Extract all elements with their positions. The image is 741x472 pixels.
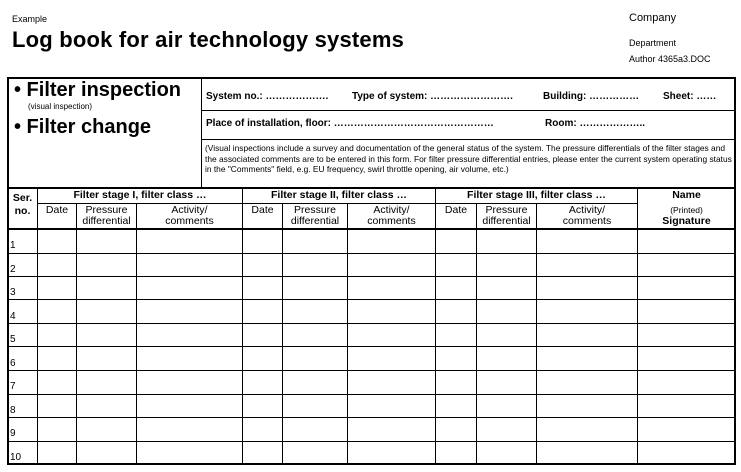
- row-line: [8, 441, 735, 442]
- row-number: 1: [10, 240, 16, 251]
- row-line: [8, 299, 735, 300]
- row-number: 8: [10, 405, 16, 416]
- pressure-header-2: differential: [290, 215, 340, 227]
- header-subdivider: [38, 203, 638, 204]
- col-line: [242, 188, 243, 464]
- date-header: Date: [45, 204, 69, 216]
- activity-header: Activity/: [373, 204, 410, 216]
- department-label: Department: [629, 38, 677, 48]
- info-divider-1: [201, 110, 735, 111]
- pressure-header-2: differential: [82, 215, 131, 227]
- place-of-installation-field[interactable]: Place of installation, floor: …………………………………………: [206, 118, 494, 129]
- name-header: Name: [672, 189, 701, 201]
- col-line: [136, 203, 137, 464]
- ser-no-header-2: no.: [14, 205, 31, 217]
- system-no-field[interactable]: System no.: ……………….: [206, 91, 329, 102]
- activity-header: Activity/: [171, 204, 208, 216]
- visual-inspection-note: (visual inspection): [28, 102, 93, 111]
- page-title: Log book for air technology systems: [12, 27, 405, 52]
- date-header: Date: [444, 204, 468, 216]
- example-label: Example: [12, 14, 48, 24]
- building-field[interactable]: Building: ……………: [543, 91, 640, 102]
- row-number: 2: [10, 264, 16, 275]
- col-line: [476, 203, 477, 464]
- row-number: 9: [10, 428, 16, 439]
- activity-header-2: comments: [367, 215, 416, 227]
- company-label: Company: [629, 12, 677, 24]
- col-line: [347, 203, 348, 464]
- row-number: 7: [10, 381, 16, 392]
- pressure-header-2: differential: [482, 215, 531, 227]
- row-number: 4: [10, 311, 16, 322]
- col-line: [435, 188, 436, 464]
- activity-header-2: comments: [165, 215, 214, 227]
- date-header: Date: [251, 204, 274, 216]
- row-line: [8, 276, 735, 277]
- ser-no-header: Ser.: [12, 192, 33, 204]
- filter-stage-1-header: Filter stage I, filter class …: [73, 189, 207, 201]
- row-number: 5: [10, 334, 16, 345]
- filter-stage-2-header: Filter stage II, filter class …: [271, 189, 407, 201]
- room-field[interactable]: Room: ………………..: [545, 118, 645, 129]
- activity-header-2: comments: [562, 215, 612, 227]
- col-line: [76, 203, 77, 464]
- filter-change-heading: • Filter change: [14, 116, 152, 138]
- type-of-system-field[interactable]: Type of system: …………………….: [352, 91, 513, 102]
- col-line: [637, 188, 638, 464]
- filter-stage-3-header: Filter stage III, filter class …: [467, 189, 606, 201]
- signature-header: Signature: [662, 215, 711, 227]
- filter-inspection-heading: • Filter inspection: [14, 79, 182, 101]
- row-number: 3: [10, 287, 16, 298]
- row-line: [8, 370, 735, 371]
- col-line: [536, 203, 537, 464]
- author-label: Author 4365a3.DOC: [629, 54, 711, 64]
- col-line: [37, 188, 38, 464]
- row-number: 6: [10, 358, 16, 369]
- row-line: [8, 417, 735, 418]
- row-line: [8, 394, 735, 395]
- sheet-field[interactable]: Sheet: ……: [663, 91, 717, 102]
- printed-header: (Printed): [670, 205, 703, 215]
- instructions-text: (Visual inspections include a survey and documentation of the general status of the system. The pressure differentials of the filter stages and the associated comments are to be entered in this form. For filter pressure differential entries, please enter the current system operating status in the "Comments" field, e.g. EU frequency, swirl throttle opening, air volume, etc.): [205, 143, 732, 174]
- activity-header: Activity/: [568, 204, 606, 216]
- row-line: [8, 323, 735, 324]
- pressure-header: Pressure: [85, 204, 128, 216]
- pressure-header: Pressure: [485, 204, 528, 216]
- title-divider: [201, 78, 202, 188]
- info-divider-2: [201, 139, 735, 140]
- row-line: [8, 346, 735, 347]
- header-bottom-line: [8, 228, 735, 230]
- row-number: 10: [10, 452, 22, 463]
- row-line: [8, 253, 735, 254]
- pressure-header: Pressure: [293, 204, 336, 216]
- col-line: [282, 203, 283, 464]
